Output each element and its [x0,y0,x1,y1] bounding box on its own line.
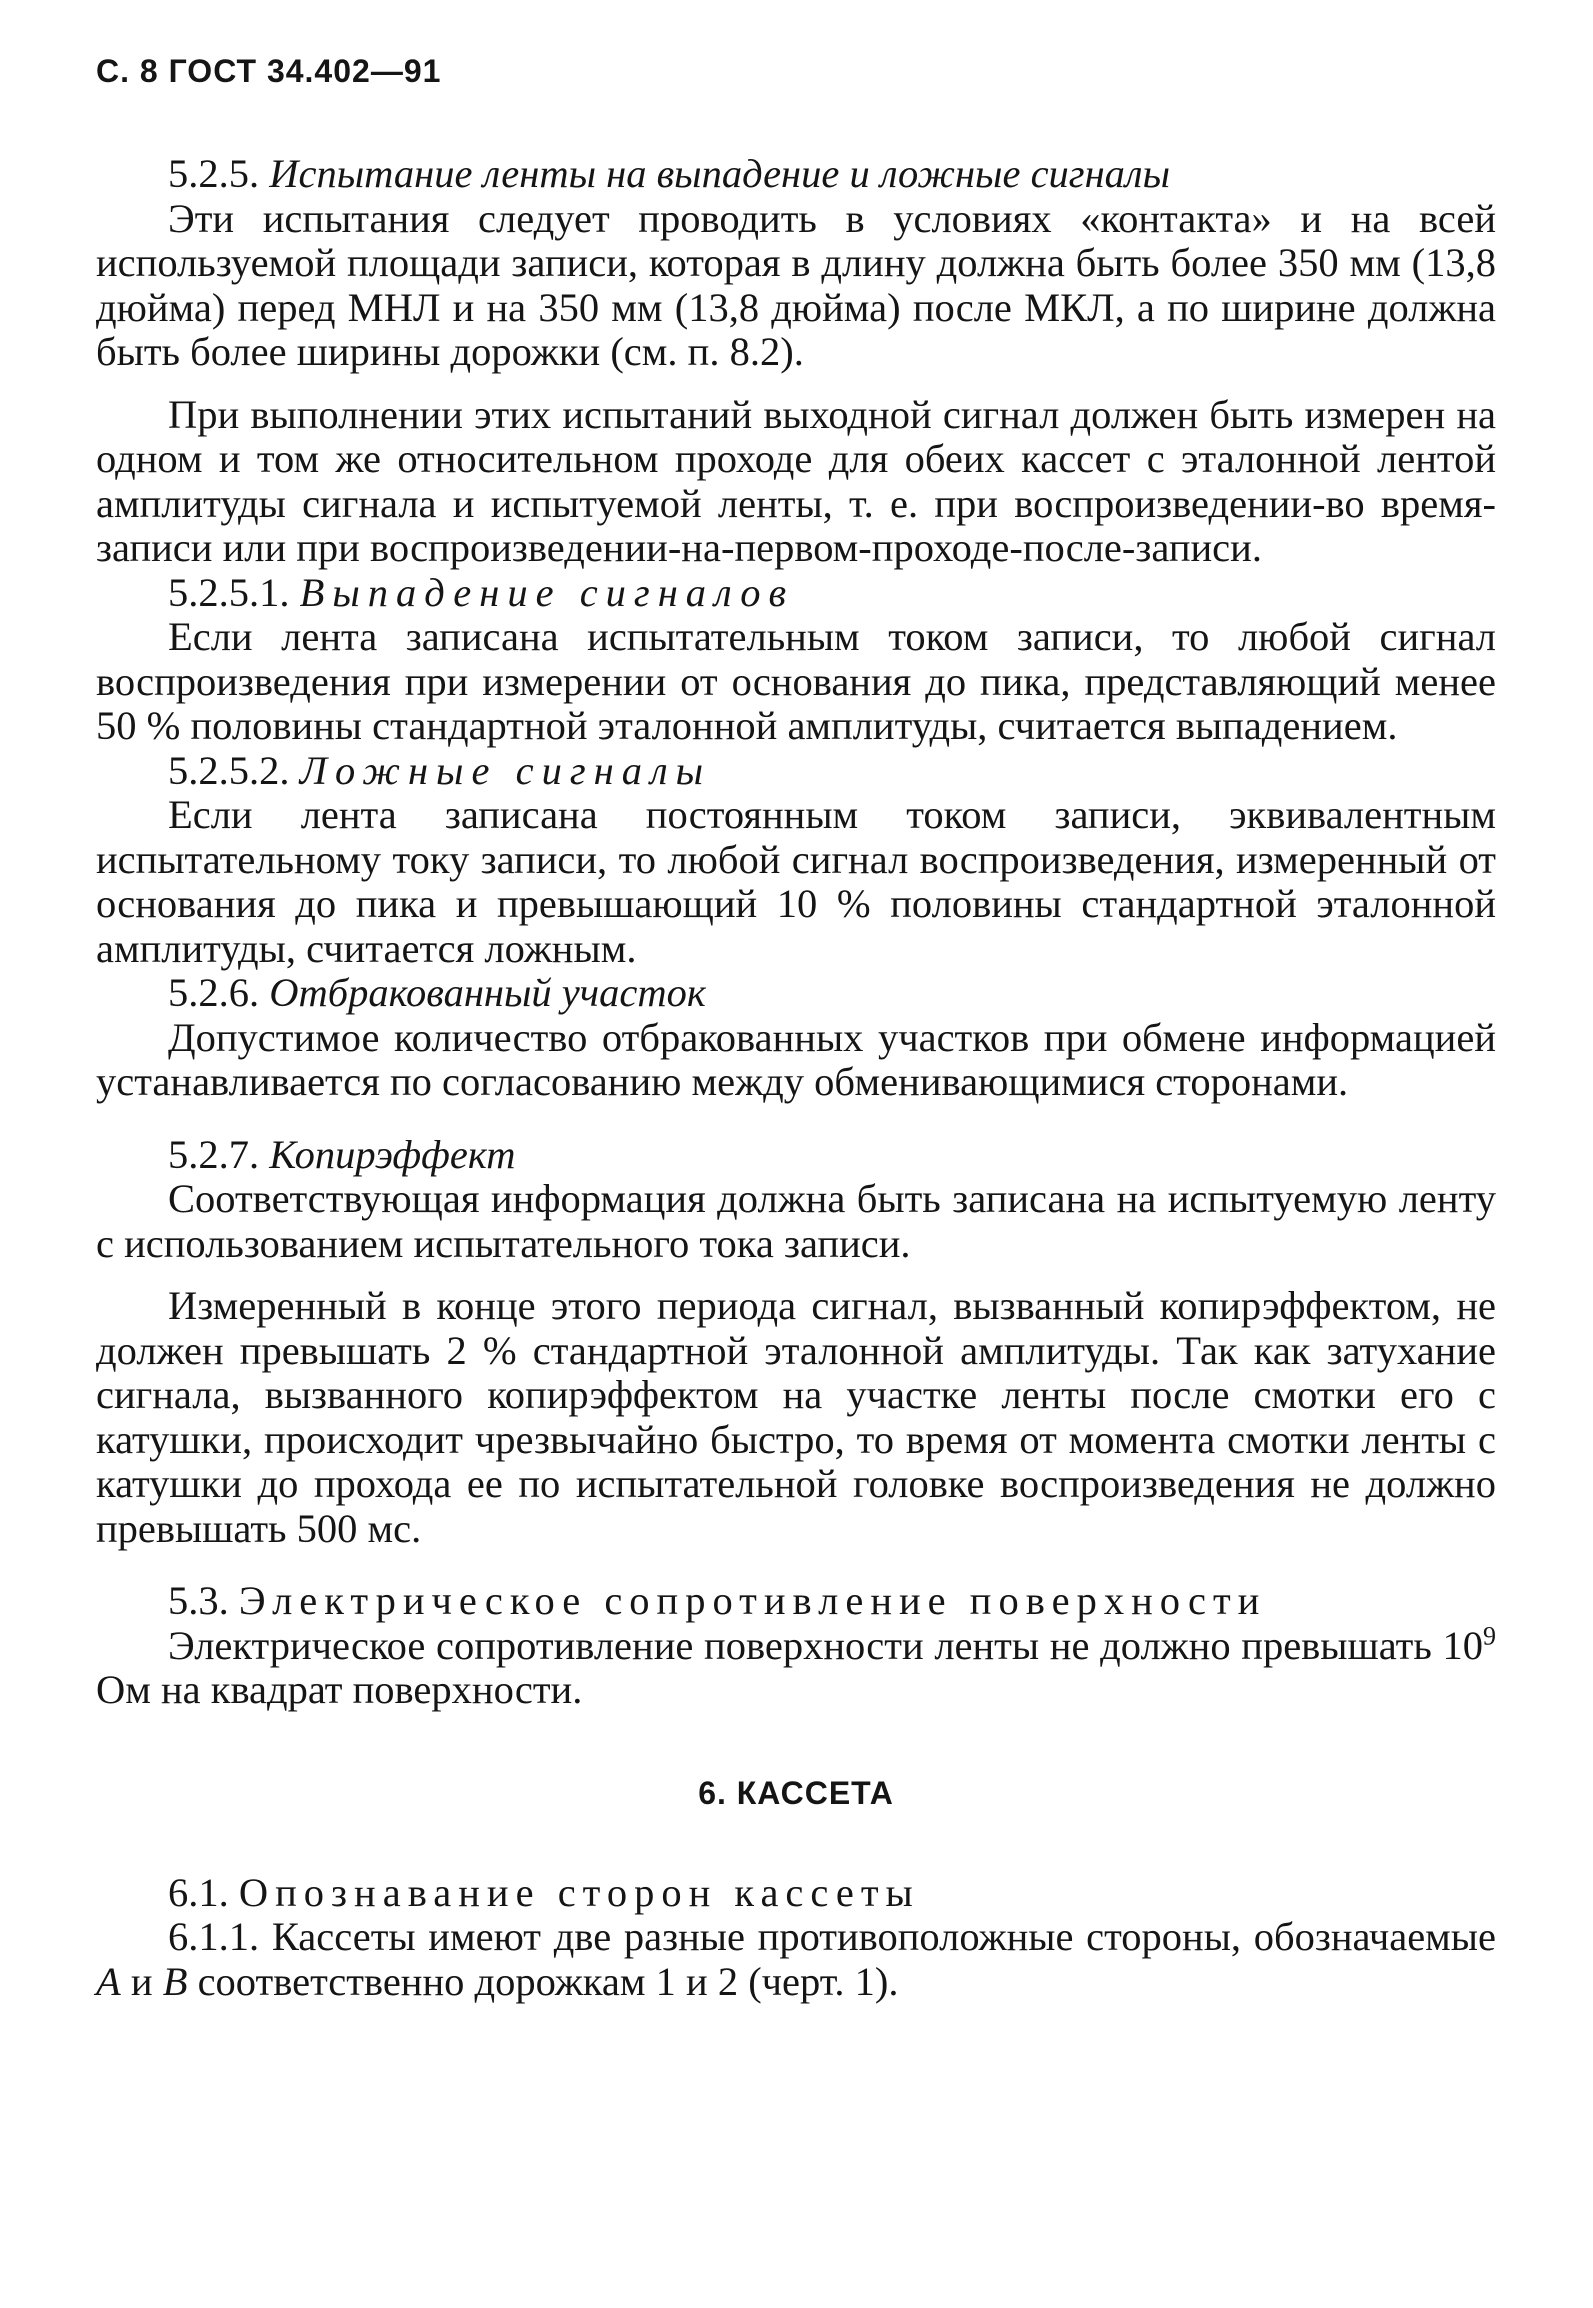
heading-5-3 [96,1579,1496,1624]
clause-number: 5.2.6. [168,970,260,1015]
paragraph: Эти испытания следует проводить в условиях «контакта» и на всей используемой площади записи, которая в длину должна быть более 350 мм (13,8 дюйма) перед МНЛ и на 350 мм (13,8 дюйма) после МКЛ, а по ширине должна быть более ширины дорожки (см. п. 8.2). [96,195,1496,374]
clause-number: 5.2.5. [168,151,260,196]
paragraph-text: Кассеты имеют две разные противоположные стороны, обозначаемые [271,1914,1496,1959]
clause-title: Отбракованный участок [269,970,706,1015]
clause-number: 6.1.1. [168,1914,260,1959]
page-header: С. 8 ГОСТ 34.402—91 [96,53,442,89]
clause-title: Ложные сигналы [299,747,712,793]
paragraph-text: соответственно дорожкам 1 и 2 (черт. 1). [197,1958,899,2004]
clause-number: 6.1. [168,1869,229,1915]
clause-title: Испытание ленты на выпадение и ложные сигналы [269,151,1171,196]
clause-title: Выпадение сигналов [299,569,795,615]
paragraph [96,1621,1496,1713]
clause-number: 5.3. [168,1578,229,1623]
clause-title: Копирэффект [269,1131,516,1177]
paragraph: Соответствующая информация должна быть записана на испытуемую ленту с использованием испытательного тока записи. [96,1176,1496,1266]
clause-number: 5.2.5.1. [168,569,290,615]
paragraph-text: и [130,1958,153,2004]
paragraph: Если лента записана постоянным током записи, эквивалентным испытательному току записи, то любой сигнал воспроизведения, измеренный от основания до пика и превышающий 10 % половины стандартной эталонной амплитуды, считается ложным. [96,792,1496,971]
paragraph-text: Ом на квадрат поверхности. [96,1667,583,1712]
exponent: 9 [1483,1621,1496,1650]
heading-5-2-5 [96,152,1496,197]
paragraph: Измеренный в конце этого периода сигнал, вызванный копирэффектом, не должен превышать 2 % стандартной эталонной амплитуды. Так как затухание сигнала, вызванного копирэффектом на участке ленты после смотки его с катушки, происходит чрезвычайно быстро, то время от момента смотки ленты с катушки до прохода ее по испытательной головке воспроизведения не должно превышать 500 мс. [96,1283,1496,1551]
heading-5-2-7 [96,1133,1496,1178]
paragraph: При выполнении этих испытаний выходной сигнал должен быть измерен на одном и том же относительном проходе для обеих кассет с эталонной лентой амплитуды сигнала и испытуемой ленты, т. е. при воспроизведении-во время-записи или при воспроизведении-на-первом-проходе-после-записи. [96,391,1496,570]
clause-number: 5.2.5.2. [168,747,290,793]
paragraph: Допустимое количество отбракованных участков при обмене информацией устанавливается по согласованию между обменивающимися сторонами. [96,1014,1496,1104]
side-b-label: В [162,1958,188,2004]
clause-title: Электрическое сопротивление поверхности [238,1578,1267,1623]
side-a-label: А [96,1958,121,2004]
paragraph: Если лента записана испытательным током записи, то любой сигнал воспроизведения при измерении от основания до пика, представляющий менее 50 % половины стандартной эталонной амплитуды, считается выпадением. [96,614,1496,748]
heading-5-2-5-2 [96,749,1496,794]
clause-number: 5.2.7. [168,1131,260,1177]
paragraph-text: Электрическое сопротивление поверхности ленты не должно превышать 10 [168,1622,1483,1668]
paragraph [96,1915,1496,2004]
heading-6-1 [96,1871,1496,1916]
section-title: 6. КАССЕТА [698,1774,894,1811]
heading-5-2-6 [96,971,1496,1016]
clause-title: Опознавание сторон кассеты [238,1869,920,1915]
document-page [96,52,1496,2272]
heading-5-2-5-1 [96,571,1496,616]
